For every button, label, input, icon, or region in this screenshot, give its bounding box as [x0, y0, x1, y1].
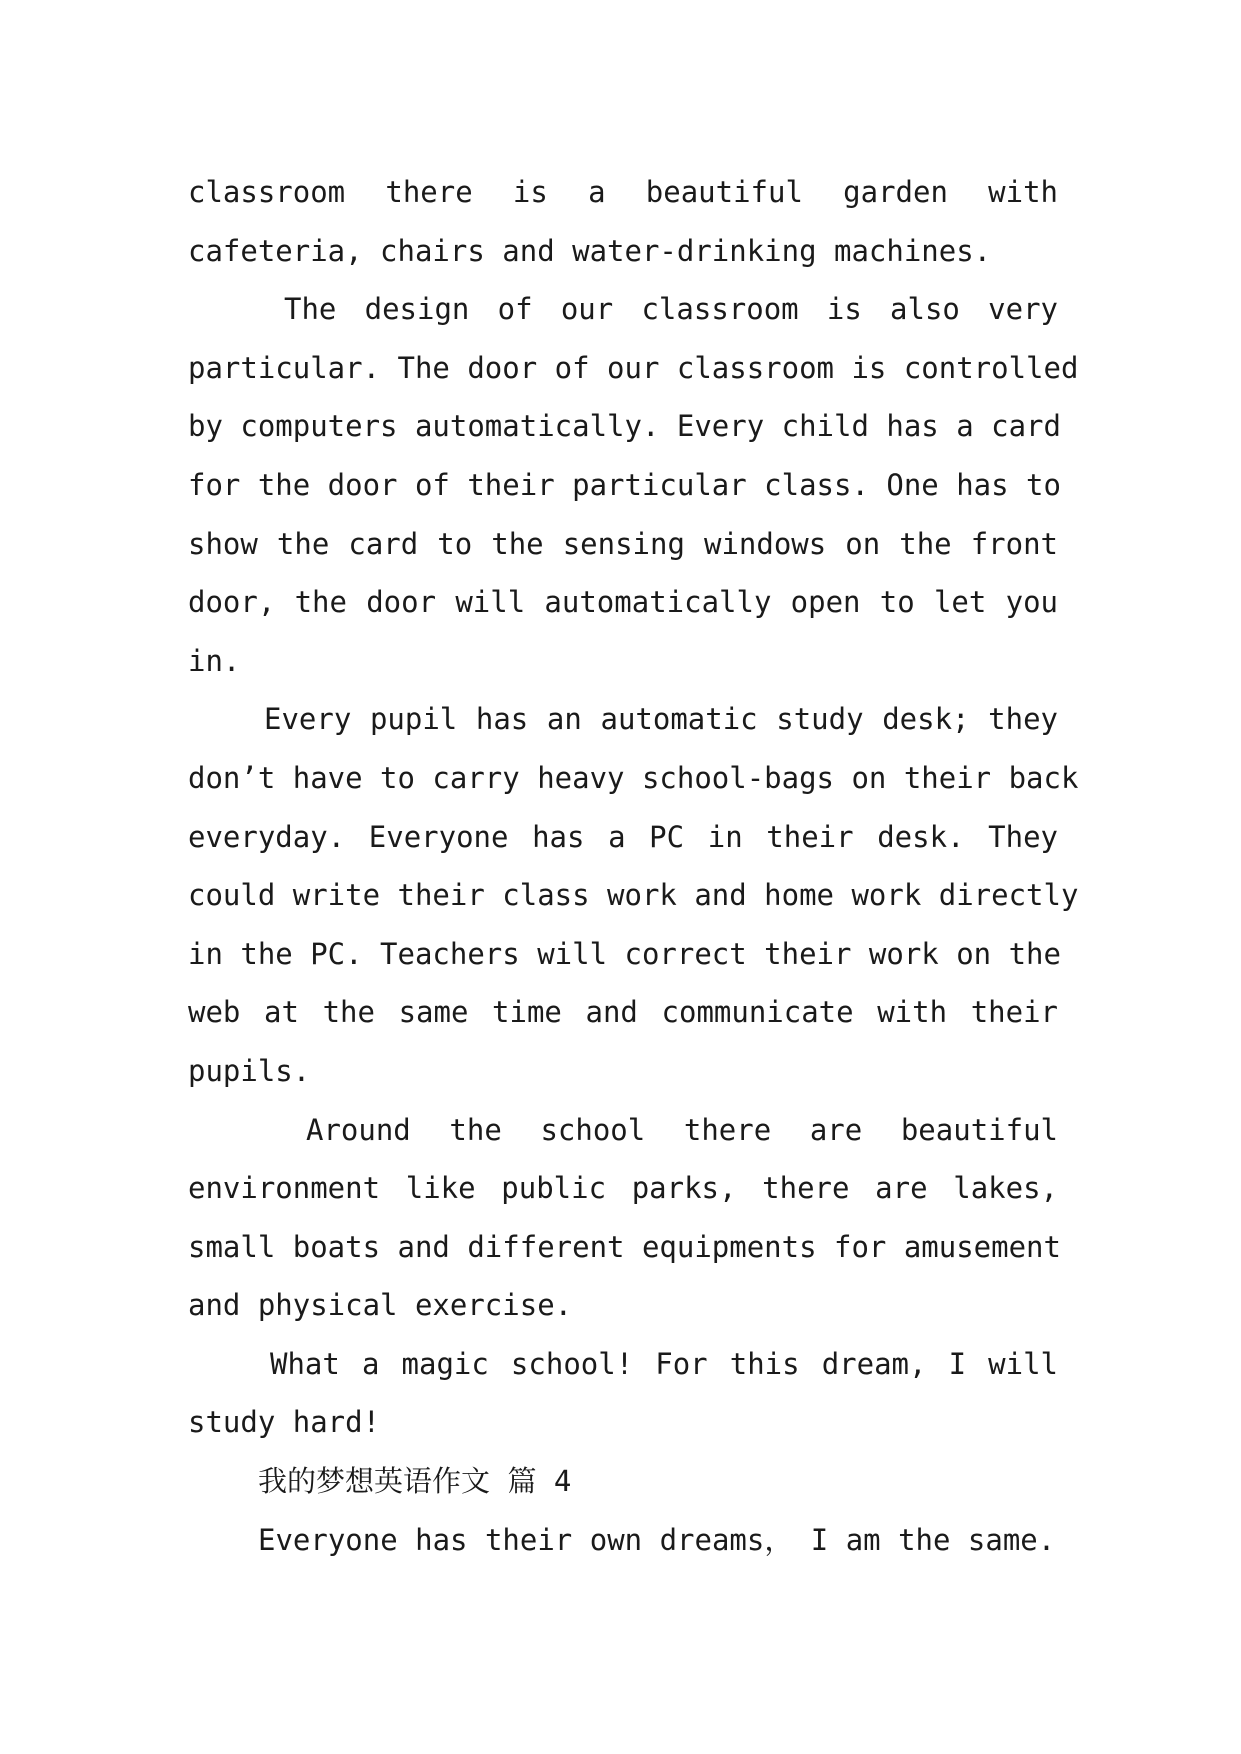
- paragraph-line: web at the same time and communicate with their: [188, 995, 1058, 1030]
- paragraph-line: everyday. Everyone has a PC in their desk. They: [188, 819, 1058, 854]
- essay-body: [188, 163, 1079, 1569]
- essay-heading-text: 我的梦想英语作文 篇 4: [258, 1464, 572, 1499]
- paragraph-line: The design of our classroom is also very: [284, 292, 1058, 327]
- paragraph-line: What a magic school! For this dream, I will: [270, 1346, 1058, 1381]
- essay-heading: [188, 1452, 1058, 1511]
- paragraph-line: environment like public parks, there are lakes,: [188, 1171, 1058, 1206]
- paragraph-line: by computers automatically. Every child has a card: [188, 409, 1061, 444]
- paragraph-line: cafeteria, chairs and water-drinking machines.: [188, 233, 992, 268]
- paragraph-line: Around the school there are beautiful: [306, 1112, 1058, 1147]
- paragraph-line: classroom there is a beautiful garden with: [188, 175, 1058, 209]
- paragraph-line: and physical exercise.: [188, 1288, 573, 1323]
- paragraph-line: show the card to the sensing windows on the front: [188, 526, 1058, 561]
- paragraph-conclusion: [188, 1335, 1058, 1452]
- paragraph-dreams: [188, 1511, 1058, 1570]
- paragraph-line: don’t have to carry heavy school-bags on their back: [188, 760, 1079, 795]
- paragraph-line: in.: [188, 643, 241, 678]
- paragraph-line: for the door of their particular class. One has to: [188, 467, 1061, 502]
- paragraph-garden: [188, 163, 1058, 280]
- paragraph-line: Everyone has their own dreams， I am the same.: [258, 1522, 1056, 1557]
- paragraph-line: small boats and different equipments for amusement: [188, 1229, 1061, 1264]
- paragraph-line: door, the door will automatically open to let you: [188, 585, 1058, 620]
- paragraph-line: Every pupil has an automatic study desk; they: [264, 702, 1058, 737]
- paragraph-line: could write their class work and home work directly: [188, 878, 1079, 913]
- paragraph-line: study hard!: [188, 1405, 381, 1440]
- paragraph-study-desk: [188, 690, 1079, 1100]
- paragraph-line: particular. The door of our classroom is controlled: [188, 350, 1079, 385]
- paragraph-classroom-design: [188, 280, 1079, 690]
- paragraph-line: in the PC. Teachers will correct their work on the: [188, 936, 1061, 971]
- paragraph-line: pupils.: [188, 1053, 311, 1088]
- paragraph-environment: [188, 1101, 1061, 1335]
